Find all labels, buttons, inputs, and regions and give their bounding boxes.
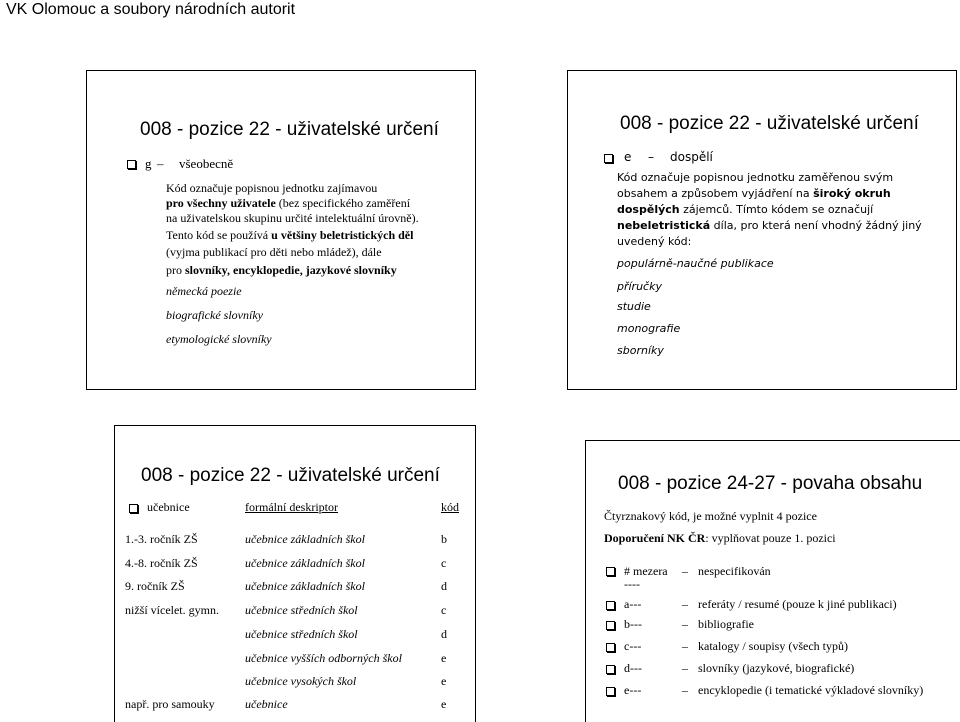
row-code: e xyxy=(441,651,447,665)
intro-text: Čtyrznakový kód, je možné vyplnit 4 pozice xyxy=(604,509,817,523)
item-code: # mezera xyxy=(624,564,668,578)
page-header: VK Olomouc a soubory národních autorit xyxy=(6,1,296,18)
dash: – xyxy=(682,639,688,653)
row-descriptor: učebnice vyšších odborných škol xyxy=(245,651,402,665)
checkbox-bullet-icon xyxy=(604,154,613,163)
label-dospeli: dospělí xyxy=(670,150,713,164)
dash: – xyxy=(682,661,688,675)
row-code: e xyxy=(441,697,447,711)
row-descriptor: učebnice základních škol xyxy=(245,532,365,546)
dash: – xyxy=(682,683,688,697)
row-level: 4.-8. ročník ZŠ xyxy=(125,556,198,570)
dash: – xyxy=(648,150,654,164)
slide-3 xyxy=(114,425,476,722)
item-desc: katalogy / soupisy (všech typů) xyxy=(698,639,848,653)
row-code: d xyxy=(441,579,447,593)
item-desc: encyklopedie (i tematické výkladové slovníky) xyxy=(698,683,924,697)
item-code-extra: ---- xyxy=(624,577,640,591)
item-code: a--- xyxy=(624,597,642,611)
col-header-kod: kód xyxy=(441,500,459,514)
desc-line-2: obsahem a způsobem vyjádření na široký okruh xyxy=(617,187,891,200)
checkbox-bullet-icon xyxy=(606,665,615,674)
item-code: e--- xyxy=(624,683,642,697)
item-desc: slovníky (jazykové, biografické) xyxy=(698,661,855,675)
row-descriptor: učebnice vysokých škol xyxy=(245,674,357,688)
col-header-descriptor: formální deskriptor xyxy=(245,500,338,514)
row-descriptor: učebnice středních škol xyxy=(245,627,358,641)
desc-line-3: na uživatelskou skupinu určité intelektuální úrovně). xyxy=(166,211,419,225)
desc-line-4: Tento kód se používá u většiny beletristických děl xyxy=(166,228,414,242)
row-level: 1.-3. ročník ZŠ xyxy=(125,532,198,546)
item-code: b--- xyxy=(624,617,642,631)
item-desc: referáty / resumé (pouze k jiné publikaci) xyxy=(698,597,897,611)
checkbox-bullet-icon xyxy=(606,601,615,610)
dash: – xyxy=(682,597,688,611)
dash: – xyxy=(157,156,164,171)
row-code: c xyxy=(441,603,447,617)
desc-line-4: nebeletristická díla, pro která není vhodný žádný jiný xyxy=(617,219,922,232)
slide-1-title: 008 - pozice 22 - uživatelské určení xyxy=(140,119,439,140)
item-desc: nespecifikován xyxy=(698,564,771,578)
row-descriptor: učebnice xyxy=(245,697,288,711)
desc-line-3: dospělých zájemců. Tímto kódem se označují xyxy=(617,203,874,216)
row-level: např. pro samouky xyxy=(125,697,215,711)
desc-line-5: uvedený kód: xyxy=(617,235,692,248)
row-descriptor: učebnice základních škol xyxy=(245,579,365,593)
desc-line-5: (vyjma publikací pro děti nebo mládež), dále xyxy=(166,245,382,259)
row-code: d xyxy=(441,627,447,641)
item-desc: bibliografie xyxy=(698,617,754,631)
slide-2 xyxy=(567,70,957,390)
example-1: německá poezie xyxy=(166,284,242,298)
row-code: b xyxy=(441,532,447,546)
checkbox-bullet-icon xyxy=(606,643,615,652)
checkbox-bullet-icon xyxy=(606,621,615,630)
col-header-ucebnice: učebnice xyxy=(147,500,190,514)
checkbox-bullet-icon xyxy=(606,567,615,576)
example-4: monografie xyxy=(617,322,681,335)
slide-3-title: 008 - pozice 22 - uživatelské určení xyxy=(141,465,440,486)
example-3: etymologické slovníky xyxy=(166,332,272,346)
example-2: příručky xyxy=(617,280,662,293)
label-vseobecne: všeobecně xyxy=(179,156,234,171)
dash: – xyxy=(682,617,688,631)
desc-line-1: Kód označuje popisnou jednotku zajímavou xyxy=(166,181,378,195)
example-1: populárně-naučné publikace xyxy=(617,257,774,270)
item-code: c--- xyxy=(624,639,642,653)
desc-line-6: pro slovníky, encyklopedie, jazykové slovníky xyxy=(166,263,397,277)
item-code: d--- xyxy=(624,661,642,675)
checkbox-bullet-icon xyxy=(129,504,138,513)
slide-4-title: 008 - pozice 24-27 - povaha obsahu xyxy=(618,473,923,494)
checkbox-bullet-icon xyxy=(606,687,615,696)
slide-4 xyxy=(585,440,960,722)
slide-1 xyxy=(86,70,476,390)
desc-line-2: pro všechny uživatele (bez specifického zaměření xyxy=(166,196,411,210)
row-code: e xyxy=(441,674,447,688)
row-code: c xyxy=(441,556,447,570)
row-level: nižší vícelet. gymn. xyxy=(125,603,219,617)
dash: – xyxy=(682,564,688,578)
row-descriptor: učebnice základních škol xyxy=(245,556,365,570)
code-g: g xyxy=(145,156,152,171)
recommendation-text: Doporučení NK ČR: vyplňovat pouze 1. pozici xyxy=(604,531,836,545)
row-descriptor: učebnice středních škol xyxy=(245,603,358,617)
example-2: biografické slovníky xyxy=(166,308,263,322)
slide-2-title: 008 - pozice 22 - uživatelské určení xyxy=(620,113,919,134)
desc-line-1: Kód označuje popisnou jednotku zaměřenou svým xyxy=(617,171,894,184)
checkbox-bullet-icon xyxy=(127,160,136,169)
example-3: studie xyxy=(617,300,651,313)
code-e: e xyxy=(624,150,632,164)
example-5: sborníky xyxy=(617,344,664,357)
row-level: 9. ročník ZŠ xyxy=(125,579,185,593)
